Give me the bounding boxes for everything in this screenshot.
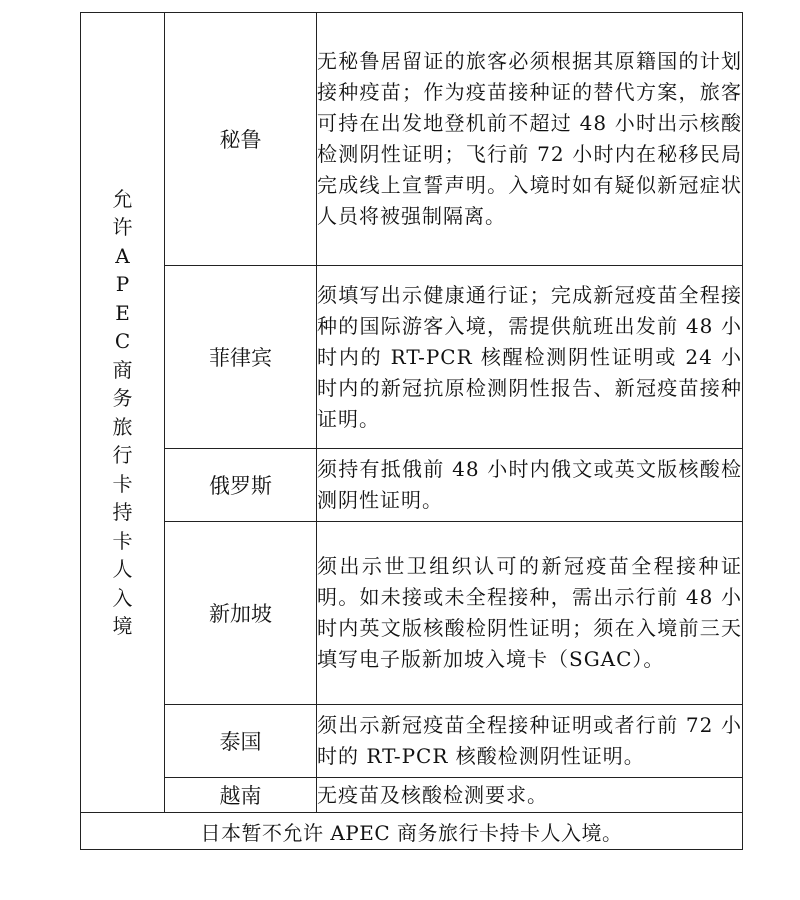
country-cell <box>165 778 317 813</box>
requirement-text: 无疫苗及核酸检测要求。 <box>317 782 548 807</box>
footer-row <box>81 813 743 850</box>
requirement-cell <box>317 13 743 266</box>
requirement-text: 须持有抵俄前 48 小时内俄文或英文版核酸检测阴性证明。 <box>317 457 742 512</box>
requirement-text: 须出示世卫组织认可的新冠疫苗全程接种证明。如未接或未全程接种，需出示行前 48 小时内英文版核酸检阴性证明；须在入境前三天填写电子版新加坡入境卡（SGAC）。 <box>317 554 742 671</box>
country-name: 俄罗斯 <box>209 474 272 498</box>
country-name: 新加坡 <box>209 602 272 626</box>
table-row <box>81 778 743 813</box>
table-row <box>81 13 743 266</box>
country-cell <box>165 449 317 522</box>
table-row <box>81 449 743 522</box>
table-row <box>81 522 743 705</box>
requirement-text: 须出示新冠疫苗全程接种证明或者行前 72 小时的 RT-PCR 核酸检测阴性证明。 <box>317 713 742 768</box>
requirement-text: 须填写出示健康通行证；完成新冠疫苗全程接种的国际游客入境，需提供航班出发前 48 小时内的 RT-PCR 核醒检测阴性证明或 24 小时内的新冠抗原检测阴性报告、新冠疫苗接种证明。 <box>317 282 742 431</box>
country-cell <box>165 705 317 778</box>
entry-policy-table <box>80 12 743 850</box>
country-name: 越南 <box>219 784 262 808</box>
country-cell <box>165 266 317 449</box>
requirement-text: 无秘鲁居留证的旅客必须根据其原籍国的计划接种疫苗；作为疫苗接种证的替代方案，旅客可持在出发地登机前不超过 48 小时出示核酸检测阴性证明；飞行前 72 小时内在秘移民局完成线上宣誓声明。入境时如有疑似新冠症状人员将被强制隔离。 <box>317 49 742 228</box>
footer-note: 日本暂不允许 APEC 商务旅行卡持卡人入境。 <box>200 820 623 845</box>
group-label-cell <box>81 13 165 813</box>
country-name: 秘鲁 <box>219 128 262 152</box>
country-name: 菲律宾 <box>209 346 272 370</box>
requirement-cell <box>317 778 743 813</box>
country-cell <box>165 13 317 266</box>
requirement-cell <box>317 522 743 705</box>
requirement-cell <box>317 266 743 449</box>
country-cell <box>165 522 317 705</box>
footer-cell <box>81 813 743 850</box>
table-row <box>81 705 743 778</box>
requirement-cell <box>317 449 743 522</box>
group-label: 允许APEC商务旅行卡持卡人入境 <box>112 186 133 638</box>
country-name: 泰国 <box>219 730 262 754</box>
requirement-cell <box>317 705 743 778</box>
table-row <box>81 266 743 449</box>
